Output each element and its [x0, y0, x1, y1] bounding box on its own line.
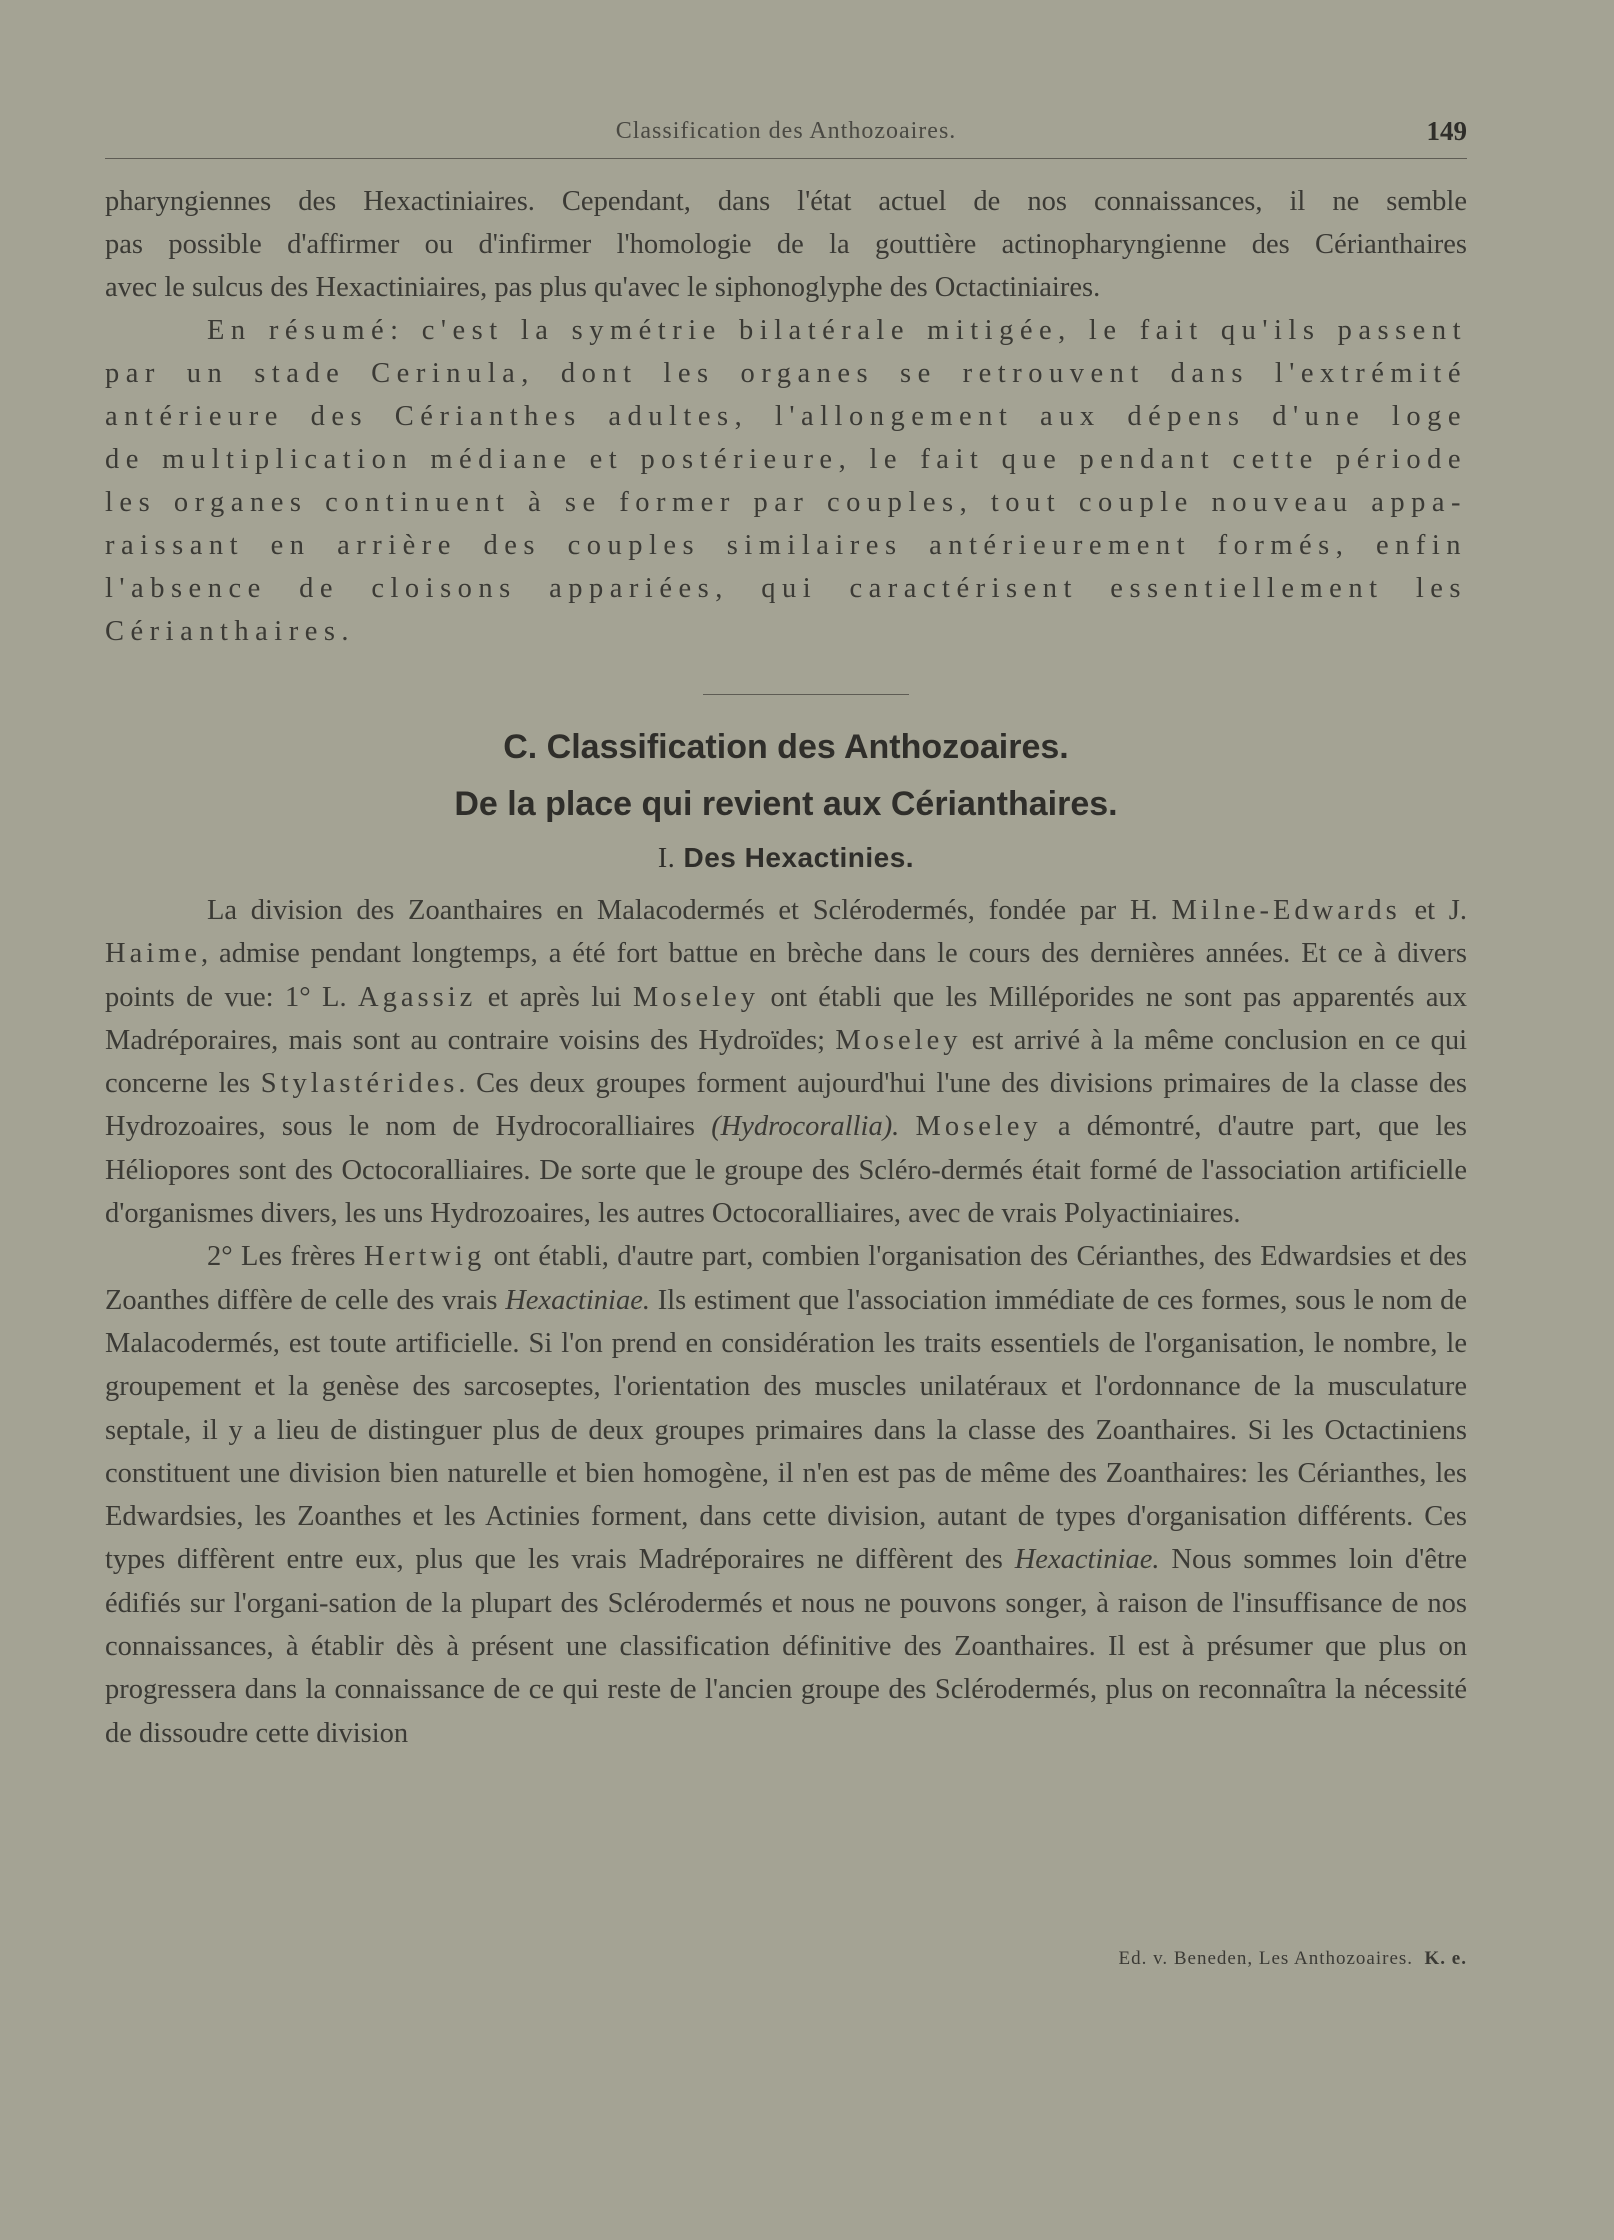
author-name: Agassiz	[358, 981, 477, 1013]
taxon-name: Stylastérides	[260, 1068, 459, 1100]
section-divider	[703, 694, 909, 695]
subsection-number: I.	[657, 843, 676, 874]
running-title: Classification des Anthozoaires.	[615, 118, 957, 144]
page-number: 149	[1426, 116, 1467, 146]
section-subtitle: De la place qui revient aux Cérianthaires.	[454, 785, 1118, 823]
main-text	[105, 889, 1467, 1755]
summary-line: l'absence de cloisons appariées, qui caractérisent essentiellement les	[105, 573, 1467, 604]
author-name: Moseley	[915, 1111, 1042, 1143]
section-title: C. Classification des Anthozoaires.	[503, 728, 1069, 766]
text-span: Ils estiment que l'association immédiate de ces formes, sous le nom de Malacodermés, est toute artificielle. Si l'on prend en considération les traits essentiels de l'organisation, le nombre, le groupement et la genèse des sarcoseptes, l'orientation des muscles unilatéraux et l'ordonnance de la musculature septale, il y a lieu de distinguer plus de deux groupes primaires dans la classe des Zoanthaires. Si les Octactiniens constituent une division bien naturelle et bien homogène, il n'en est pas de même des Zoanthaires: les Cérianthes, les Edwardsies, les Zoanthes et les Actinies forment, dans cette division, autant de types d'organisation différents. Ces types diffèrent entre eux, plus que les vrais Madréporaires ne diffèrent des	[105, 1284, 1467, 1576]
taxon-italic: Hexactiniae.	[505, 1284, 650, 1316]
text-span: a démontré, d'autre part, que les Héliopores sont des Octocoralliaires. De sorte que le groupe des Scléro-dermés était formé de l'association artificielle d'organismes divers, les uns Hydrozoaires, les autres Octocoralliaires, avec de vrais Polyactiniaires.	[105, 1111, 1467, 1230]
text-line: pharyngiennes des Hexactiniaires. Cependant, dans l'état actuel de nos connaissances, il ne semble	[105, 186, 1467, 217]
text-span: ont établi, d'autre part, combien l'organisation des Cérianthes, des Edwardsies et des Zoanthes diffère de celle des vrais	[105, 1241, 1467, 1316]
text-span: 2° Les frères	[207, 1241, 364, 1273]
summary-line: par un stade Cerinula, dont les organes se retrouvent dans l'extrémité	[105, 358, 1467, 389]
text-span: et après lui	[476, 981, 633, 1013]
text-span: , admise pendant longtemps, a été fort battue en brèche dans le cours des dernières années. Et ce à divers points de vue: 1° L.	[105, 938, 1467, 1013]
summary-line: En résumé: c'est la symétrie bilatérale mitigée, le fait qu'ils passent	[207, 315, 1467, 346]
paragraph-1	[105, 889, 1467, 1235]
author-name: Moseley	[835, 1024, 962, 1056]
footer-signature	[1119, 1948, 1468, 1970]
text-span: . Ces deux groupes forment aujourd'hui l'une des divisions primaires de la classe des Hydrozoaires, sous le nom de Hydrocoralliaires	[105, 1068, 1467, 1143]
paragraph-2	[105, 1235, 1467, 1755]
subsection-heading	[105, 842, 1467, 875]
text-line: avec le sulcus des Hexactiniaires, pas plus qu'avec le siphonoglyphe des Octactiniaires.	[105, 272, 1101, 303]
signature-mark: K. e.	[1424, 1948, 1467, 1969]
text-span: et J.	[1400, 895, 1467, 926]
text-line: pas possible d'affirmer ou d'infirmer l'homologie de la gouttière actinopharyngienne des Cérianthaires	[105, 229, 1467, 260]
subsection-title: Des Hexactinies.	[683, 842, 915, 873]
author-name: Moseley	[632, 981, 759, 1013]
summary-line: raissant en arrière des couples similaires antérieurement formés, enfin	[105, 530, 1467, 561]
text-span: est arrivé à la même conclusion en ce qui concerne les	[105, 1024, 1467, 1100]
taxon-italic: Hexactiniae.	[1014, 1544, 1160, 1576]
summary-line: de multiplication médiane et postérieure, le fait que pendant cette période	[105, 444, 1467, 475]
text-span: La division des Zoanthaires en Malacodermés et Sclérodermés, fondée par H.	[207, 895, 1172, 926]
author-name: Haime	[105, 938, 201, 970]
taxon-italic: (Hydrocorallia).	[711, 1111, 900, 1143]
text-span	[899, 1111, 915, 1142]
author-name: Hertwig	[363, 1241, 486, 1273]
intro-text	[105, 180, 1467, 653]
text-span: Nous sommes loin d'être édifiés sur l'organi-sation de la plupart des Sclérodermés et nous ne pouvons songer, à raison de l'insuffisance de nos connaissances, à établir dès à présent une classification définitive des Zoanthaires. Il est à présumer que plus on progressera dans la connaissance de ce qui reste de l'ancien groupe des Sclérodermés, plus on reconnaîtra la nécessité de dissoudre cette division	[105, 1544, 1468, 1749]
page-header	[105, 118, 1467, 159]
author-name: Milne-Edwards	[1171, 895, 1401, 926]
summary-line: Cérianthaires.	[105, 616, 356, 647]
summary-line: antérieure des Cérianthes adultes, l'allongement aux dépens d'une loge	[105, 401, 1467, 432]
signature-text: Ed. v. Beneden, Les Anthozoaires.	[1118, 1948, 1414, 1969]
text-span: ont établi que les Milléporides ne sont pas apparentés aux Madréporaires, mais sont au contraire voisins des Hydroïdes;	[105, 981, 1467, 1056]
summary-line: les organes continuent à se former par couples, tout couple nouveau appa-	[105, 487, 1467, 518]
